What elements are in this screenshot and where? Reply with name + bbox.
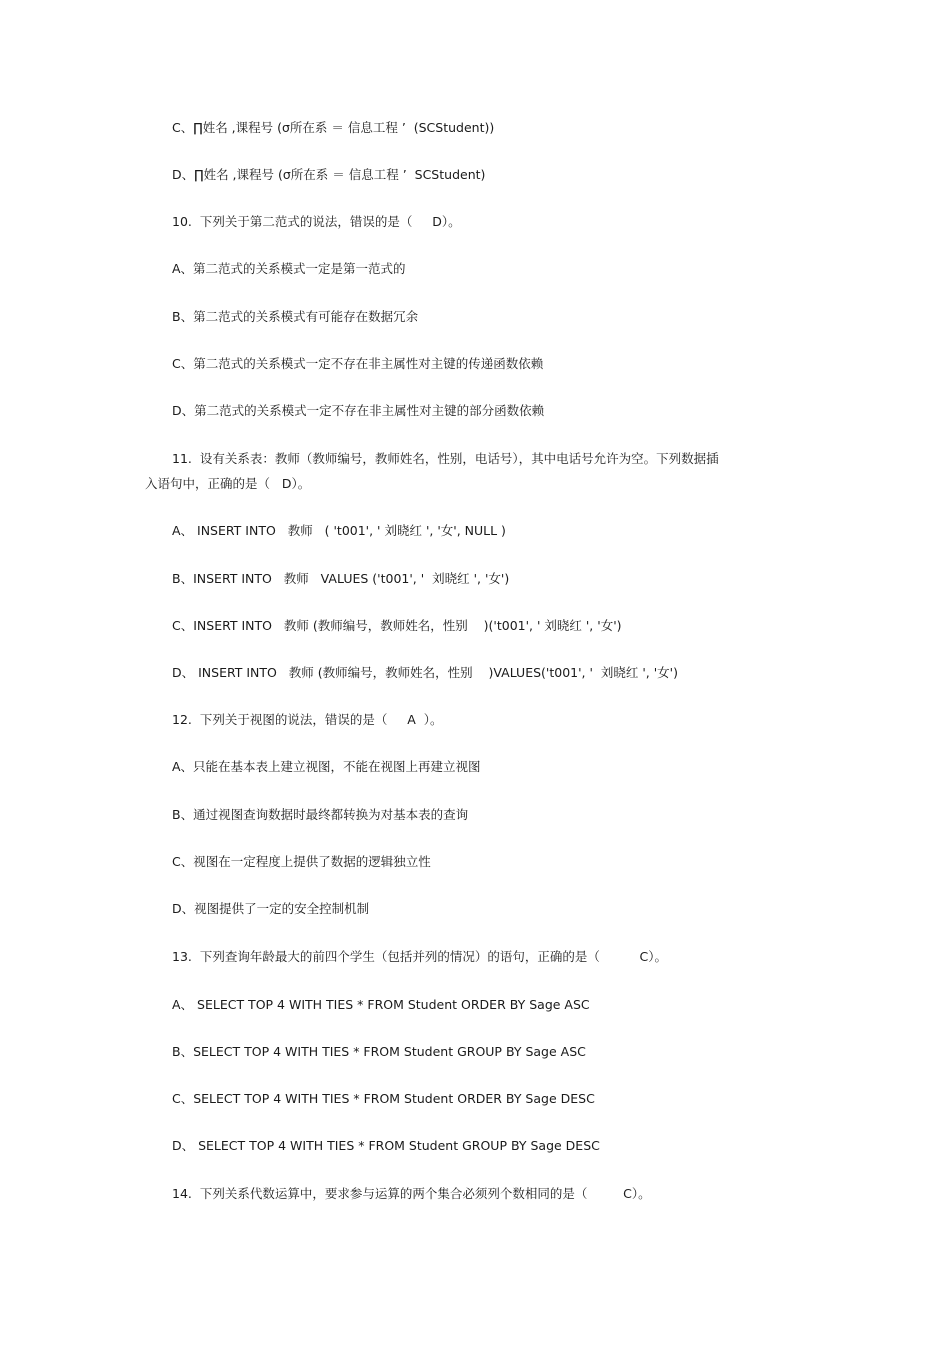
q10-option-b: B、第二范式的关系模式有可能存在数据冗余 xyxy=(172,309,419,324)
q10-option-c: C、第二范式的关系模式一定不存在非主属性对主键的传递函数依赖 xyxy=(172,356,544,371)
q11-option-a: A、 INSERT INTO 教师 ( 't001', ' 刘晓红 ', '女', NULL ) xyxy=(172,523,506,538)
q12-option-d: D、视图提供了一定的安全控制机制 xyxy=(172,901,370,916)
q12-option-c: C、视图在一定程度上提供了数据的逻辑独立性 xyxy=(172,854,431,869)
q11-option-b: B、INSERT INTO 教师 VALUES ('t001', ' 刘晓红 ', '女') xyxy=(172,571,510,586)
q13-option-c: C、SELECT TOP 4 WITH TIES * FROM Student ORDER BY Sage DESC xyxy=(172,1091,595,1106)
q10-option-a: A、第二范式的关系模式一定是第一范式的 xyxy=(172,261,406,276)
question-11-continued: 入语句中，正确的是（ D）。 xyxy=(145,476,311,491)
question-13: 13. 下列查询年龄最大的前四个学生（包括并列的情况）的语句，正确的是（ C）。 xyxy=(172,949,668,964)
q11-option-d: D、 INSERT INTO 教师 (教师编号，教师姓名，性别 )VALUES('t001', ' 刘晓红 ', '女') xyxy=(172,665,678,680)
q12-option-b: B、通过视图查询数据时最终都转换为对基本表的查询 xyxy=(172,807,469,822)
q13-option-b: B、SELECT TOP 4 WITH TIES * FROM Student GROUP BY Sage ASC xyxy=(172,1044,586,1059)
question-14: 14. 下列关系代数运算中，要求参与运算的两个集合必须列个数相同的是（ C）。 xyxy=(172,1186,651,1201)
q12-option-a: A、只能在基本表上建立视图，不能在视图上再建立视图 xyxy=(172,759,481,774)
option-c-projection: C、∏姓名 ,课程号 (σ所在系 ＝ 信息工程 ’ (SCStudent)) xyxy=(172,120,495,135)
question-10: 10. 下列关于第二范式的说法，错误的是（ D）。 xyxy=(172,214,461,229)
question-11: 11. 设有关系表：教师（教师编号，教师姓名，性别，电话号），其中电话号允许为空。下列数据插 xyxy=(172,451,719,466)
option-d-projection: D、∏姓名 ,课程号 (σ所在系 ＝ 信息工程 ’ SCStudent) xyxy=(172,167,486,182)
question-12: 12. 下列关于视图的说法，错误的是（ A ）。 xyxy=(172,712,443,727)
q10-option-d: D、第二范式的关系模式一定不存在非主属性对主键的部分函数依赖 xyxy=(172,403,545,418)
q13-option-d: D、 SELECT TOP 4 WITH TIES * FROM Student GROUP BY Sage DESC xyxy=(172,1138,600,1153)
q13-option-a: A、 SELECT TOP 4 WITH TIES * FROM Student ORDER BY Sage ASC xyxy=(172,997,590,1012)
q11-option-c: C、INSERT INTO 教师 (教师编号，教师姓名，性别 )('t001', ' 刘晓红 ', '女') xyxy=(172,618,622,633)
